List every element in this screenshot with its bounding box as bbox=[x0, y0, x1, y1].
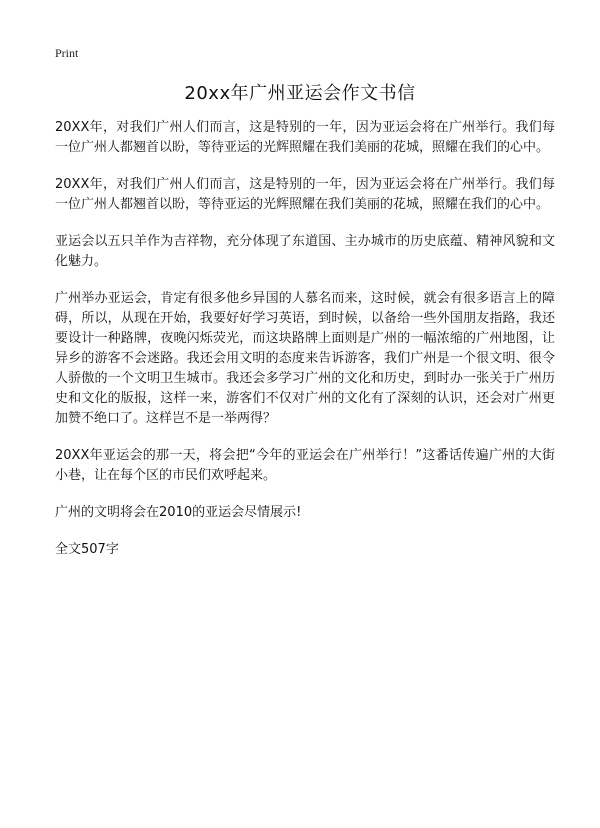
paragraph-5: 20XX年亚运会的那一天，将会把“今年的亚运会在广州举行！”这番话传遍广州的大街小巷，让在每个区的市民们欢呼起来。 bbox=[55, 448, 555, 483]
paragraph-6: 广州的文明将会在2010的亚运会尽情展示! bbox=[55, 505, 302, 520]
paragraph-1: 20XX年，对我们广州人们而言，这是特别的一年，因为亚运会将在广州举行。我们每一位广州人都翘首以盼，等待亚运的光辉照耀在我们美丽的花城，照耀在我们的心中。 bbox=[55, 120, 555, 155]
paragraph-2: 20XX年，对我们广州人们而言，这是特别的一年，因为亚运会将在广州举行。我们每一位广州人都翘首以盼，等待亚运的光辉照耀在我们美丽的花城，照耀在我们的心中。 bbox=[55, 177, 555, 212]
print-link[interactable]: Print bbox=[55, 46, 79, 60]
word-count: 全文507字 bbox=[55, 542, 119, 557]
document-body bbox=[55, 118, 555, 560]
paragraph-3: 亚运会以五只羊作为吉祥物，充分体现了东道国、主办城市的历史底蕴、精神风貌和文化魅力。 bbox=[55, 234, 555, 269]
paragraph-4: 广州举办亚运会，肯定有很多他乡异国的人慕名而来，这时候，就会有很多语言上的障碍，所以，从现在开始，我要好好学习英语，到时候，以备给一些外国朋友指路，我还要设计一种路牌，夜晚闪烁荧光，而这块路牌上面则是广州的一幅浓缩的广州地图，让异乡的游客不会迷路。我还会用文明的态度来告诉游客，我们广州是一个很文明、很令人骄傲的一个文明卫生城市。我还会多学习广州的文化和历史，到时办一张关于广州历史和文化的版报，这样一来，游客们不仅对广州的文化有了深刻的认识，还会对广州更加赞不绝口了。这样岂不是一举两得？ bbox=[55, 291, 555, 426]
document-title: 20xx年广州亚运会作文书信 bbox=[184, 83, 416, 104]
